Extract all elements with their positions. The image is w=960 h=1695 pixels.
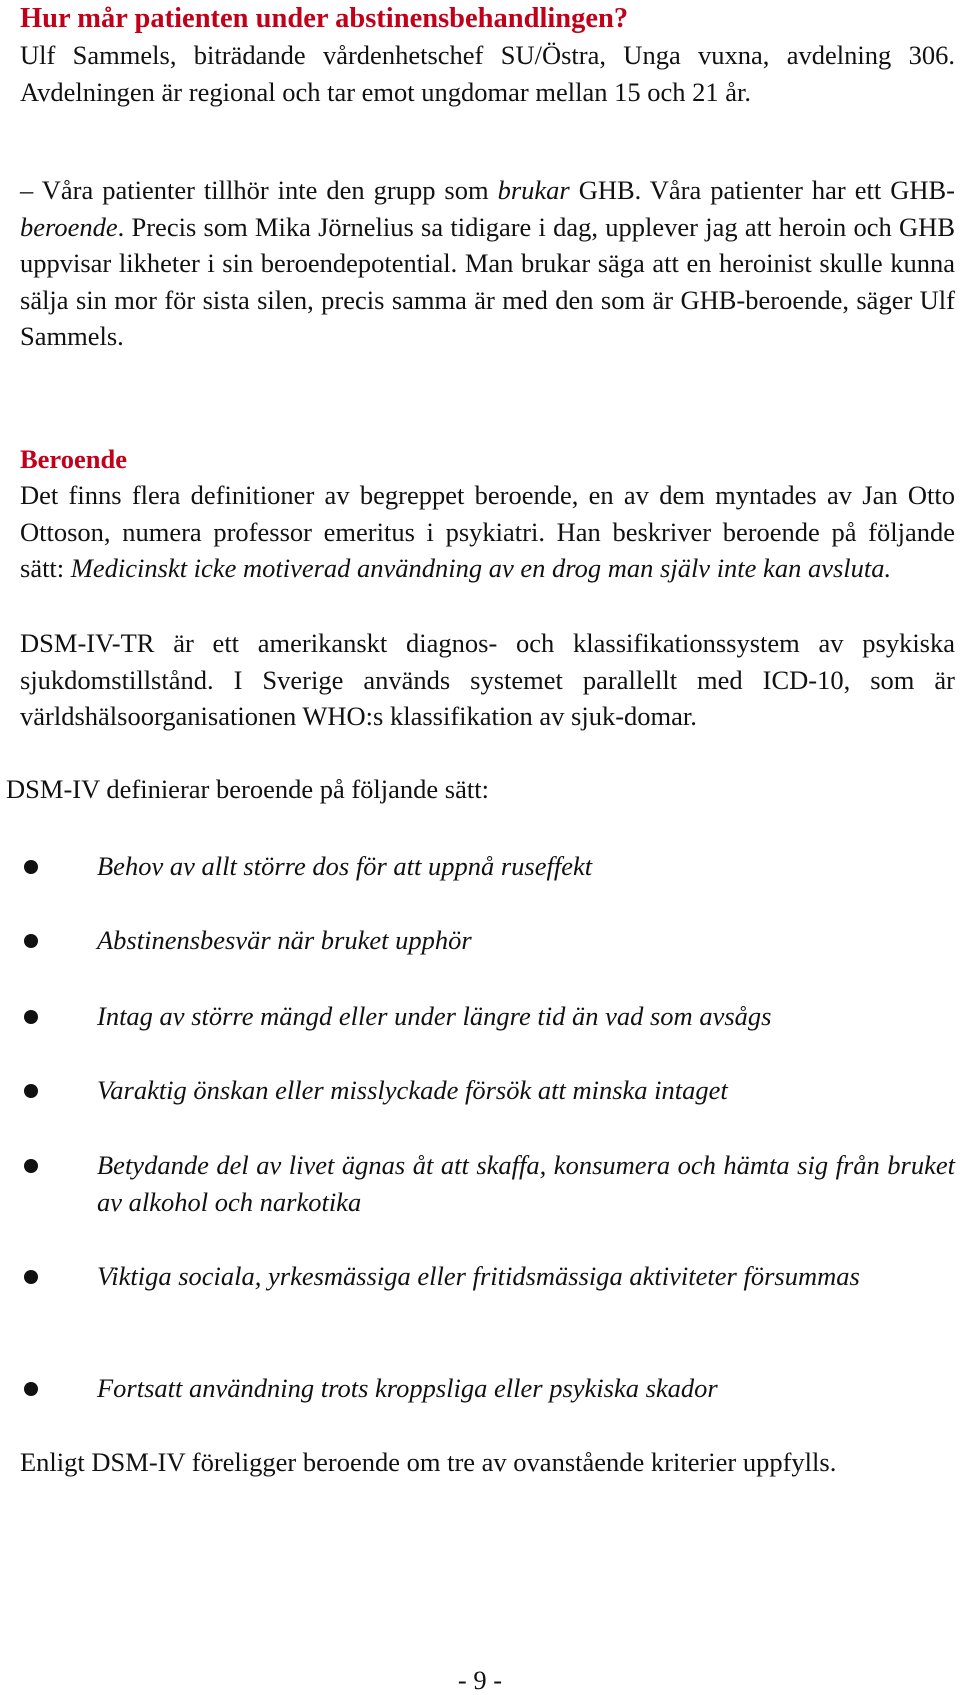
quote-text: GHB. Våra patienter har ett GHB-	[569, 175, 955, 205]
dsm-paragraph: DSM-IV-TR är ett amerikanskt diagnos- och klassifikationssystem av psykiska sjukdomstillstånd. I Sverige används systemet parallellt med ICD-10, som är världshälsoorganisationen WHO:s klassifikation av sjuk-domar.	[20, 628, 955, 731]
criteria-text: Viktiga sociala, yrkesmässiga eller fritidsmässiga aktiviteter försummas	[97, 1261, 860, 1291]
quote-text: . Precis som Mika Jörnelius sa tidigare i dag, upplever jag att heroin och GHB uppvisar likheter i sin beroendepotential. Man brukar säga att en heroinist skulle kunna sälja sin mor för sista silen, precis samma är med den som är GHB-beroende, säger Ulf Sammels.	[20, 211, 955, 351]
definition-quote: Medicinskt icke motiverad användning av en drog man själv inte kan avsluta.	[70, 553, 892, 583]
bullet-icon	[24, 1270, 38, 1284]
quote-text: – Våra patienter tillhör inte den grupp som	[20, 175, 498, 205]
intro-paragraph: Ulf Sammels, biträdande vårdenhetschef SU/Östra, Unga vuxna, avdelning 306. Avdelningen är regional och tar emot ungdomar mellan 15 och 21 år.	[20, 40, 955, 107]
bullet-icon	[24, 934, 38, 948]
criteria-text: Betydande del av livet ägnas åt att skaffa, konsumera och hämta sig från bruket av alkohol och narkotika	[97, 1150, 955, 1217]
bullet-icon	[24, 1084, 38, 1098]
quote-emphasis: beroende	[20, 211, 118, 242]
definition-paragraph	[20, 477, 955, 587]
bullet-icon	[24, 860, 38, 874]
dsm-intro: DSM-IV definierar beroende på följande sätt:	[6, 774, 489, 804]
quote-paragraph	[20, 172, 955, 355]
criteria-text: Intag av större mängd eller under längre tid än vad som avsågs	[97, 1001, 772, 1031]
criteria-text: Behov av allt större dos för att uppnå ruseffekt	[97, 851, 593, 881]
bullet-icon	[24, 1382, 38, 1396]
definition-text: Det finns flera definitioner av begreppet beroende, en av dem myntades av Jan Otto Ottoson, numera professor emeritus i psykiatri. Han beskriver beroende på följande sätt:	[20, 480, 955, 583]
page-number: - 9 -	[457, 1665, 503, 1695]
criteria-text: Abstinensbesvär när bruket upphör	[97, 925, 472, 955]
section-heading: Beroende	[20, 444, 127, 474]
quote-emphasis: brukar	[497, 175, 570, 205]
bullet-icon	[24, 1010, 38, 1024]
criteria-text: Varaktig önskan eller misslyckade försök att minska intaget	[97, 1075, 728, 1105]
page-title: Hur mår patienten under abstinensbehandlingen?	[20, 3, 629, 34]
bullet-icon	[24, 1159, 38, 1173]
criteria-text: Fortsatt användning trots kroppsliga eller psykiska skador	[97, 1373, 718, 1403]
conclusion-paragraph: Enligt DSM-IV föreligger beroende om tre av ovanstående kriterier uppfylls.	[20, 1447, 837, 1477]
